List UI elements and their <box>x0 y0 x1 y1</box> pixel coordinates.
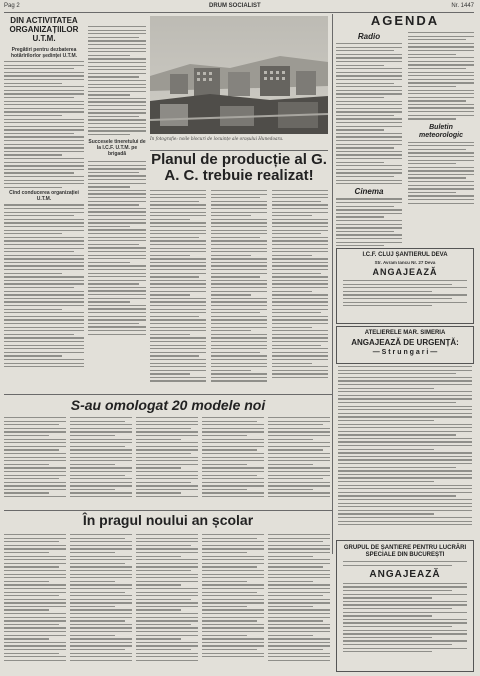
ad-icf-address: Str. Avram Iancu Nr. 27 Deva <box>374 260 436 265</box>
utm-body-1 <box>4 61 84 188</box>
plan-title: Planul de producție al G. A. C. trebuie realizat! <box>151 152 327 184</box>
utm-subhead-3: Succesele tineretului de la I.C.F. U.T.M. pe brigadă <box>88 139 146 158</box>
page-header <box>4 2 474 12</box>
ad-icf-title: I.C.F. CLUJ ȘANTIERUL DEVA <box>362 252 448 258</box>
school-title: În pragul noului an școlar <box>82 512 254 528</box>
agenda-title: AGENDA <box>370 14 440 28</box>
ad-simeria <box>336 326 474 364</box>
city-photo <box>150 16 328 134</box>
utm-section <box>4 14 84 394</box>
ad-simeria-hire: ANGAJEAZĂ DE URGENȚĂ: <box>351 338 459 347</box>
weather-title: Buletin meteorologic <box>419 123 463 139</box>
ad-bucuresti <box>336 540 474 672</box>
paper-name: DRUM SOCIALIST <box>209 3 261 9</box>
photo-caption <box>150 136 328 148</box>
agenda-section <box>336 14 474 246</box>
ad-icf-cluj <box>336 248 474 324</box>
omologat-section <box>4 397 332 507</box>
ad-bucuresti-hire: ANGAJEAZĂ <box>369 568 441 580</box>
ad-simeria-title: ATELIERELE MAR. SIMERIA <box>364 330 446 336</box>
cinema-title: Cinema <box>354 187 384 197</box>
plan-headline <box>150 152 328 186</box>
city-photo-image <box>150 16 328 134</box>
radio-title: Radio <box>357 32 381 41</box>
plan-col-3 <box>272 190 328 390</box>
utm-subhead-2: Cînd conducerea organizației U.T.M. <box>9 190 79 203</box>
notice-block <box>338 366 472 536</box>
ad-simeria-role: — S t r u n g a r i — <box>372 349 438 356</box>
utm-subhead-1: Pregătiri pentru dezbaterea hotărîrilorlor ședinței U.T.M. <box>10 47 78 59</box>
school-section <box>4 512 332 672</box>
utm-title: DIN ACTIVITATEA ORGANIZAȚIILOR U.T.M. <box>9 16 79 43</box>
utm-body-2 <box>4 204 84 367</box>
photo-caption-text: În fotografie: noile blocuri de locuințe ale orașului Hunedoara. <box>150 136 284 141</box>
ad-bucuresti-title: GRUPUL DE ȘANTIERE PENTRU LUCRĂRI SPECIALE DIN BUCUREȘTI <box>343 545 467 558</box>
issue-label: Nr. 1447 <box>451 3 474 9</box>
utm-column-2 <box>88 26 146 394</box>
plan-col-1 <box>150 190 206 390</box>
omologat-title: S-au omologat 20 modele noi <box>70 397 266 413</box>
page-label: Pag 2 <box>4 3 20 9</box>
ad-icf-hire: ANGAJEAZĂ <box>372 267 438 277</box>
plan-col-2 <box>211 190 267 390</box>
